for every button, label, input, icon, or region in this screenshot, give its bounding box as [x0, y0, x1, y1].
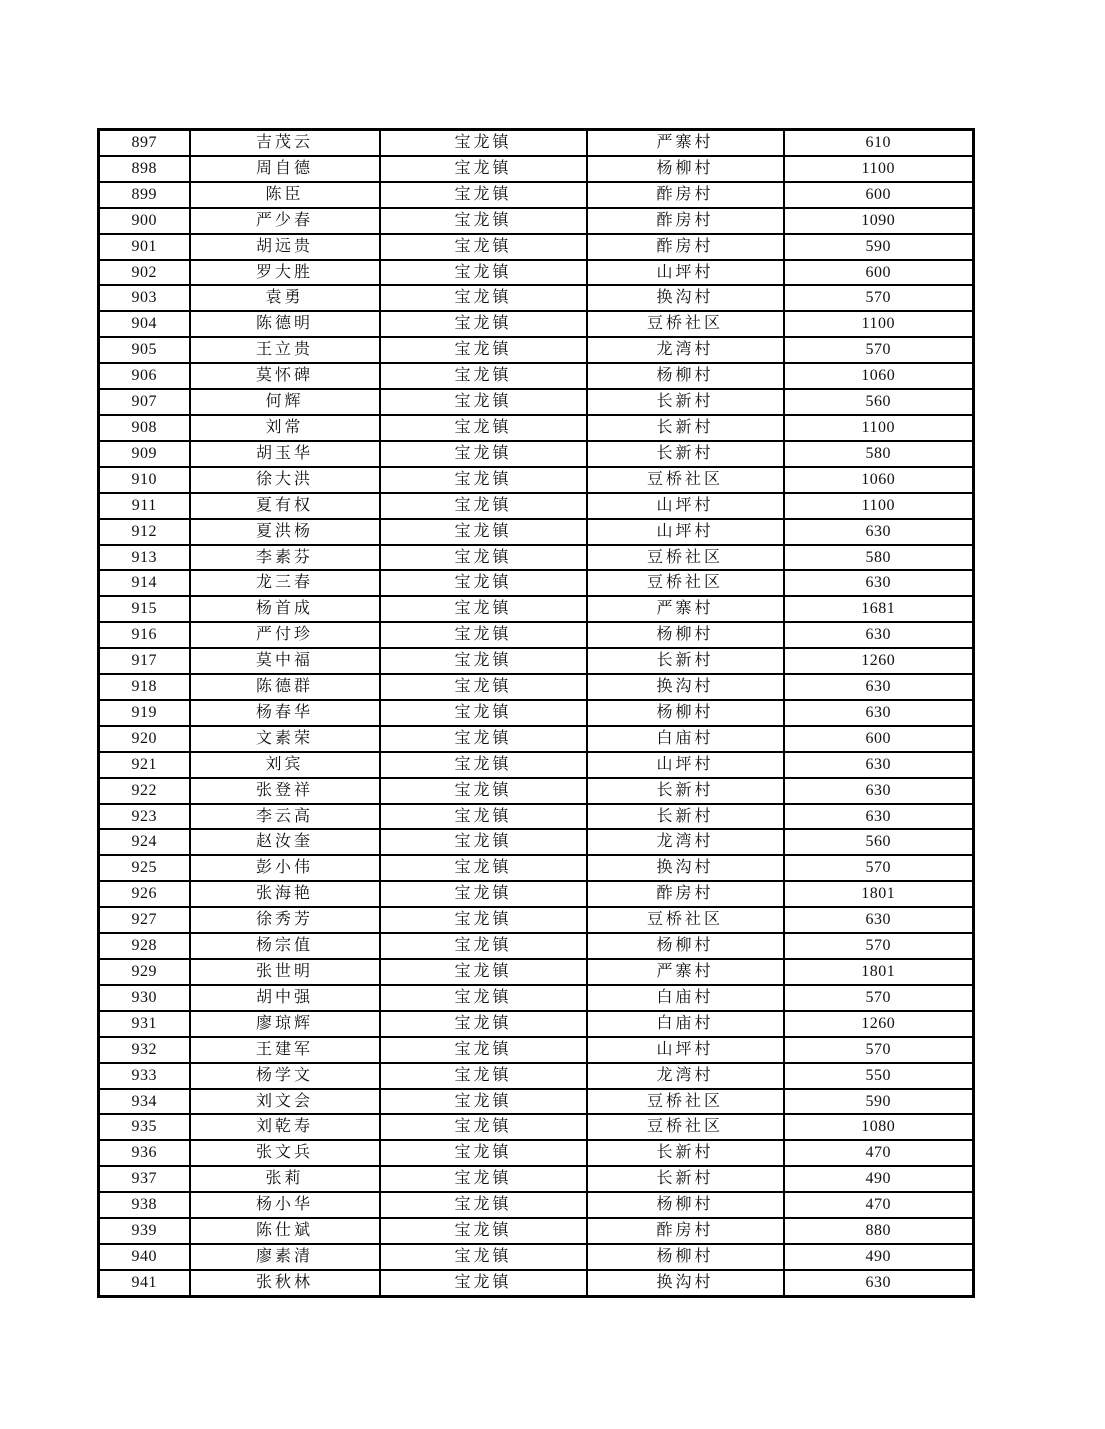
- row-number: 924: [99, 829, 190, 855]
- village-name: 酢房村: [587, 881, 784, 907]
- village-name: 龙湾村: [587, 337, 784, 363]
- amount-value: 630: [784, 1270, 974, 1296]
- village-name: 杨柳村: [587, 1192, 784, 1218]
- town-name: 宝龙镇: [380, 778, 587, 804]
- person-name: 张秋林: [190, 1270, 380, 1296]
- roster-table: [97, 128, 975, 1298]
- person-name: 徐秀芳: [190, 907, 380, 933]
- row-number: 927: [99, 907, 190, 933]
- table-row: [99, 441, 974, 467]
- table-row: [99, 1037, 974, 1063]
- row-number: 940: [99, 1244, 190, 1270]
- village-name: 酢房村: [587, 1218, 784, 1244]
- person-name: 莫中福: [190, 648, 380, 674]
- row-number: 900: [99, 208, 190, 234]
- town-name: 宝龙镇: [380, 726, 587, 752]
- town-name: 宝龙镇: [380, 1192, 587, 1218]
- person-name: 杨学文: [190, 1063, 380, 1089]
- row-number: 938: [99, 1192, 190, 1218]
- row-number: 915: [99, 596, 190, 622]
- person-name: 严少春: [190, 208, 380, 234]
- row-number: 930: [99, 985, 190, 1011]
- village-name: 杨柳村: [587, 933, 784, 959]
- person-name: 刘宾: [190, 752, 380, 778]
- village-name: 换沟村: [587, 1270, 784, 1296]
- table-row: [99, 493, 974, 519]
- row-number: 917: [99, 648, 190, 674]
- amount-value: 630: [784, 570, 974, 596]
- town-name: 宝龙镇: [380, 907, 587, 933]
- town-name: 宝龙镇: [380, 467, 587, 493]
- person-name: 张世明: [190, 959, 380, 985]
- row-number: 911: [99, 493, 190, 519]
- village-name: 山坪村: [587, 519, 784, 545]
- village-name: 杨柳村: [587, 622, 784, 648]
- table-row: [99, 985, 974, 1011]
- amount-value: 1100: [784, 311, 974, 337]
- person-name: 袁勇: [190, 285, 380, 311]
- table-row: [99, 700, 974, 726]
- village-name: 杨柳村: [587, 700, 784, 726]
- amount-value: 1090: [784, 208, 974, 234]
- village-name: 白庙村: [587, 726, 784, 752]
- table-row: [99, 804, 974, 830]
- village-name: 豆桥社区: [587, 570, 784, 596]
- amount-value: 630: [784, 700, 974, 726]
- town-name: 宝龙镇: [380, 959, 587, 985]
- village-name: 换沟村: [587, 855, 784, 881]
- amount-value: 570: [784, 855, 974, 881]
- village-name: 酢房村: [587, 234, 784, 260]
- village-name: 豆桥社区: [587, 545, 784, 571]
- person-name: 杨宗值: [190, 933, 380, 959]
- village-name: 长新村: [587, 778, 784, 804]
- village-name: 豆桥社区: [587, 1114, 784, 1140]
- amount-value: 1260: [784, 1011, 974, 1037]
- amount-value: 1801: [784, 959, 974, 985]
- amount-value: 1060: [784, 467, 974, 493]
- town-name: 宝龙镇: [380, 622, 587, 648]
- village-name: 长新村: [587, 389, 784, 415]
- row-number: 928: [99, 933, 190, 959]
- amount-value: 1060: [784, 363, 974, 389]
- amount-value: 570: [784, 985, 974, 1011]
- village-name: 龙湾村: [587, 829, 784, 855]
- village-name: 白庙村: [587, 1011, 784, 1037]
- row-number: 906: [99, 363, 190, 389]
- town-name: 宝龙镇: [380, 363, 587, 389]
- row-number: 929: [99, 959, 190, 985]
- village-name: 长新村: [587, 1166, 784, 1192]
- person-name: 陈臣: [190, 182, 380, 208]
- table-row: [99, 467, 974, 493]
- town-name: 宝龙镇: [380, 130, 587, 156]
- town-name: 宝龙镇: [380, 208, 587, 234]
- amount-value: 630: [784, 778, 974, 804]
- person-name: 廖琼辉: [190, 1011, 380, 1037]
- village-name: 严寨村: [587, 959, 784, 985]
- town-name: 宝龙镇: [380, 881, 587, 907]
- row-number: 935: [99, 1114, 190, 1140]
- amount-value: 1100: [784, 156, 974, 182]
- village-name: 长新村: [587, 648, 784, 674]
- town-name: 宝龙镇: [380, 933, 587, 959]
- town-name: 宝龙镇: [380, 182, 587, 208]
- person-name: 刘文会: [190, 1089, 380, 1115]
- table-row: [99, 208, 974, 234]
- table-row: [99, 959, 974, 985]
- person-name: 夏洪杨: [190, 519, 380, 545]
- table-row: [99, 1114, 974, 1140]
- person-name: 夏有权: [190, 493, 380, 519]
- row-number: 908: [99, 415, 190, 441]
- row-number: 905: [99, 337, 190, 363]
- person-name: 莫怀碑: [190, 363, 380, 389]
- person-name: 刘常: [190, 415, 380, 441]
- row-number: 939: [99, 1218, 190, 1244]
- person-name: 张文兵: [190, 1140, 380, 1166]
- town-name: 宝龙镇: [380, 545, 587, 571]
- table-row: [99, 622, 974, 648]
- table-row: [99, 415, 974, 441]
- amount-value: 1260: [784, 648, 974, 674]
- town-name: 宝龙镇: [380, 855, 587, 881]
- town-name: 宝龙镇: [380, 1270, 587, 1296]
- amount-value: 470: [784, 1140, 974, 1166]
- amount-value: 470: [784, 1192, 974, 1218]
- amount-value: 1681: [784, 596, 974, 622]
- row-number: 918: [99, 674, 190, 700]
- town-name: 宝龙镇: [380, 1218, 587, 1244]
- village-name: 换沟村: [587, 285, 784, 311]
- row-number: 903: [99, 285, 190, 311]
- amount-value: 600: [784, 260, 974, 286]
- town-name: 宝龙镇: [380, 804, 587, 830]
- row-number: 923: [99, 804, 190, 830]
- amount-value: 1801: [784, 881, 974, 907]
- row-number: 909: [99, 441, 190, 467]
- town-name: 宝龙镇: [380, 829, 587, 855]
- village-name: 山坪村: [587, 493, 784, 519]
- town-name: 宝龙镇: [380, 985, 587, 1011]
- person-name: 周自德: [190, 156, 380, 182]
- amount-value: 630: [784, 804, 974, 830]
- table-row: [99, 1063, 974, 1089]
- table-row: [99, 156, 974, 182]
- town-name: 宝龙镇: [380, 311, 587, 337]
- person-name: 陈仕斌: [190, 1218, 380, 1244]
- village-name: 长新村: [587, 441, 784, 467]
- amount-value: 1100: [784, 493, 974, 519]
- village-name: 山坪村: [587, 260, 784, 286]
- person-name: 赵汝奎: [190, 829, 380, 855]
- row-number: 920: [99, 726, 190, 752]
- table-row: [99, 752, 974, 778]
- row-number: 914: [99, 570, 190, 596]
- person-name: 王建军: [190, 1037, 380, 1063]
- table-row: [99, 933, 974, 959]
- town-name: 宝龙镇: [380, 1244, 587, 1270]
- person-name: 李素芬: [190, 545, 380, 571]
- village-name: 长新村: [587, 1140, 784, 1166]
- row-number: 899: [99, 182, 190, 208]
- person-name: 胡远贵: [190, 234, 380, 260]
- table-row: [99, 907, 974, 933]
- person-name: 何辉: [190, 389, 380, 415]
- person-name: 徐大洪: [190, 467, 380, 493]
- row-number: 937: [99, 1166, 190, 1192]
- row-number: 897: [99, 130, 190, 156]
- person-name: 杨首成: [190, 596, 380, 622]
- table-row: [99, 1244, 974, 1270]
- amount-value: 600: [784, 182, 974, 208]
- village-name: 山坪村: [587, 752, 784, 778]
- table-row: [99, 1192, 974, 1218]
- table-row: [99, 363, 974, 389]
- table-row: [99, 130, 974, 156]
- person-name: 彭小伟: [190, 855, 380, 881]
- table-row: [99, 1270, 974, 1296]
- village-name: 豆桥社区: [587, 907, 784, 933]
- table-row: [99, 1166, 974, 1192]
- person-name: 杨春华: [190, 700, 380, 726]
- town-name: 宝龙镇: [380, 752, 587, 778]
- town-name: 宝龙镇: [380, 493, 587, 519]
- person-name: 张登祥: [190, 778, 380, 804]
- town-name: 宝龙镇: [380, 570, 587, 596]
- row-number: 933: [99, 1063, 190, 1089]
- amount-value: 630: [784, 519, 974, 545]
- village-name: 严寨村: [587, 596, 784, 622]
- amount-value: 1100: [784, 415, 974, 441]
- table-row: [99, 285, 974, 311]
- town-name: 宝龙镇: [380, 674, 587, 700]
- table-row: [99, 1011, 974, 1037]
- table-row: [99, 1218, 974, 1244]
- table-row: [99, 1089, 974, 1115]
- table-row: [99, 389, 974, 415]
- town-name: 宝龙镇: [380, 1063, 587, 1089]
- amount-value: 490: [784, 1244, 974, 1270]
- amount-value: 580: [784, 545, 974, 571]
- person-name: 刘乾寿: [190, 1114, 380, 1140]
- person-name: 文素荣: [190, 726, 380, 752]
- person-name: 廖素清: [190, 1244, 380, 1270]
- row-number: 898: [99, 156, 190, 182]
- table-row: [99, 570, 974, 596]
- table-row: [99, 726, 974, 752]
- table-row: [99, 519, 974, 545]
- amount-value: 570: [784, 1037, 974, 1063]
- amount-value: 630: [784, 752, 974, 778]
- town-name: 宝龙镇: [380, 156, 587, 182]
- person-name: 陈德群: [190, 674, 380, 700]
- amount-value: 580: [784, 441, 974, 467]
- village-name: 长新村: [587, 415, 784, 441]
- town-name: 宝龙镇: [380, 1140, 587, 1166]
- row-number: 934: [99, 1089, 190, 1115]
- town-name: 宝龙镇: [380, 337, 587, 363]
- person-name: 罗大胜: [190, 260, 380, 286]
- row-number: 931: [99, 1011, 190, 1037]
- town-name: 宝龙镇: [380, 1037, 587, 1063]
- amount-value: 560: [784, 389, 974, 415]
- amount-value: 570: [784, 933, 974, 959]
- amount-value: 630: [784, 907, 974, 933]
- table-row: [99, 182, 974, 208]
- person-name: 胡玉华: [190, 441, 380, 467]
- amount-value: 1080: [784, 1114, 974, 1140]
- row-number: 907: [99, 389, 190, 415]
- amount-value: 490: [784, 1166, 974, 1192]
- table-row: [99, 234, 974, 260]
- village-name: 豆桥社区: [587, 1089, 784, 1115]
- amount-value: 610: [784, 130, 974, 156]
- town-name: 宝龙镇: [380, 648, 587, 674]
- table-row: [99, 337, 974, 363]
- town-name: 宝龙镇: [380, 441, 587, 467]
- table-row: [99, 881, 974, 907]
- person-name: 王立贵: [190, 337, 380, 363]
- town-name: 宝龙镇: [380, 596, 587, 622]
- amount-value: 630: [784, 622, 974, 648]
- village-name: 换沟村: [587, 674, 784, 700]
- town-name: 宝龙镇: [380, 389, 587, 415]
- row-number: 913: [99, 545, 190, 571]
- village-name: 龙湾村: [587, 1063, 784, 1089]
- village-name: 杨柳村: [587, 156, 784, 182]
- row-number: 941: [99, 1270, 190, 1296]
- row-number: 921: [99, 752, 190, 778]
- amount-value: 570: [784, 337, 974, 363]
- village-name: 长新村: [587, 804, 784, 830]
- table-row: [99, 545, 974, 571]
- amount-value: 600: [784, 726, 974, 752]
- row-number: 912: [99, 519, 190, 545]
- village-name: 杨柳村: [587, 1244, 784, 1270]
- table-row: [99, 648, 974, 674]
- town-name: 宝龙镇: [380, 415, 587, 441]
- table-row: [99, 829, 974, 855]
- row-number: 925: [99, 855, 190, 881]
- amount-value: 570: [784, 285, 974, 311]
- town-name: 宝龙镇: [380, 1011, 587, 1037]
- town-name: 宝龙镇: [380, 285, 587, 311]
- town-name: 宝龙镇: [380, 234, 587, 260]
- town-name: 宝龙镇: [380, 700, 587, 726]
- town-name: 宝龙镇: [380, 519, 587, 545]
- row-number: 904: [99, 311, 190, 337]
- row-number: 901: [99, 234, 190, 260]
- table-row: [99, 596, 974, 622]
- row-number: 926: [99, 881, 190, 907]
- person-name: 杨小华: [190, 1192, 380, 1218]
- village-name: 酢房村: [587, 208, 784, 234]
- amount-value: 550: [784, 1063, 974, 1089]
- table-row: [99, 778, 974, 804]
- village-name: 酢房村: [587, 182, 784, 208]
- row-number: 916: [99, 622, 190, 648]
- person-name: 龙三春: [190, 570, 380, 596]
- row-number: 902: [99, 260, 190, 286]
- village-name: 严寨村: [587, 130, 784, 156]
- amount-value: 880: [784, 1218, 974, 1244]
- row-number: 932: [99, 1037, 190, 1063]
- amount-value: 590: [784, 234, 974, 260]
- village-name: 豆桥社区: [587, 311, 784, 337]
- amount-value: 630: [784, 674, 974, 700]
- village-name: 山坪村: [587, 1037, 784, 1063]
- town-name: 宝龙镇: [380, 1114, 587, 1140]
- row-number: 922: [99, 778, 190, 804]
- village-name: 白庙村: [587, 985, 784, 1011]
- person-name: 吉茂云: [190, 130, 380, 156]
- table-row: [99, 311, 974, 337]
- person-name: 胡中强: [190, 985, 380, 1011]
- town-name: 宝龙镇: [380, 1166, 587, 1192]
- amount-value: 590: [784, 1089, 974, 1115]
- town-name: 宝龙镇: [380, 260, 587, 286]
- table-row: [99, 674, 974, 700]
- person-name: 李云高: [190, 804, 380, 830]
- person-name: 严付珍: [190, 622, 380, 648]
- village-name: 豆桥社区: [587, 467, 784, 493]
- row-number: 936: [99, 1140, 190, 1166]
- table-row: [99, 855, 974, 881]
- row-number: 919: [99, 700, 190, 726]
- person-name: 张海艳: [190, 881, 380, 907]
- village-name: 杨柳村: [587, 363, 784, 389]
- person-name: 陈德明: [190, 311, 380, 337]
- person-name: 张莉: [190, 1166, 380, 1192]
- table-row: [99, 1140, 974, 1166]
- table-row: [99, 260, 974, 286]
- town-name: 宝龙镇: [380, 1089, 587, 1115]
- row-number: 910: [99, 467, 190, 493]
- amount-value: 560: [784, 829, 974, 855]
